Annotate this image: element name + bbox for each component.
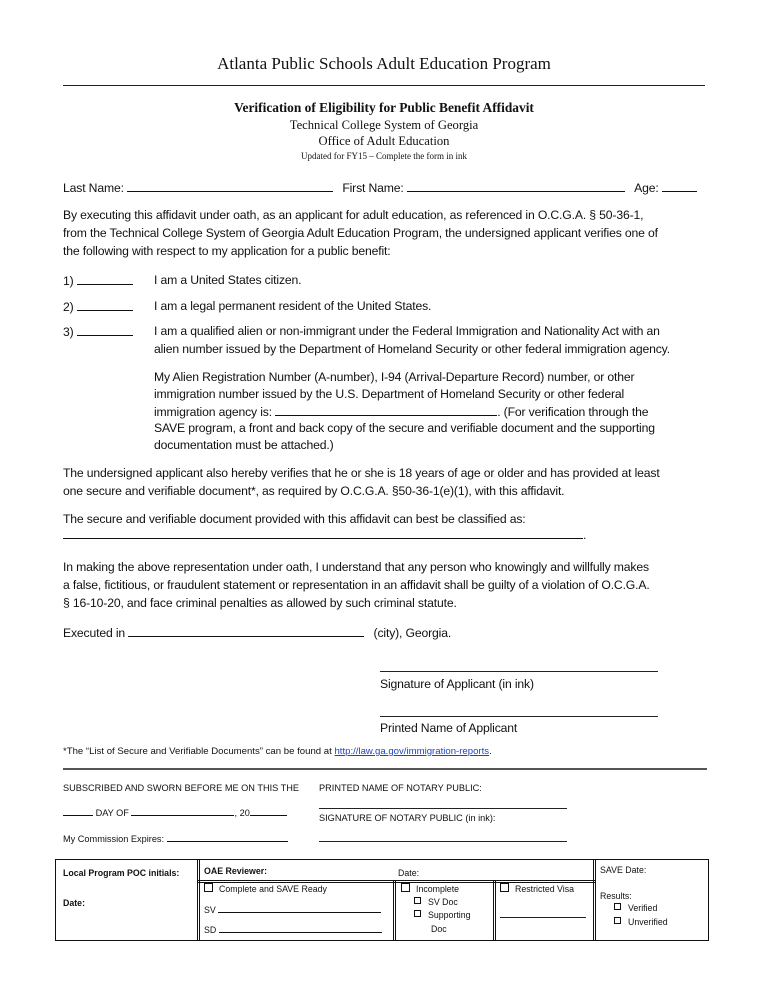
unverified-label: Unverified <box>628 917 668 927</box>
restricted-visa-label: Restricted Visa <box>515 884 574 894</box>
option-2-initial-field[interactable] <box>77 299 133 311</box>
sd-label: SD <box>204 925 217 935</box>
sd-field[interactable] <box>219 924 382 933</box>
notary-printed-name-label: PRINTED NAME OF NOTARY PUBLIC: <box>319 783 482 793</box>
footnote-text: *The “List of Secure and Verifiable Documents” can be found at <box>63 746 332 757</box>
first-name-label: First Name: <box>342 181 404 195</box>
alien-number-field[interactable] <box>275 404 497 416</box>
sv-label: SV <box>204 905 216 915</box>
commission-label: My Commission Expires: <box>63 834 165 844</box>
last-name-field[interactable] <box>127 180 333 192</box>
year-field[interactable] <box>250 806 287 816</box>
year-prefix: , 20 <box>234 808 250 818</box>
penalty-line-3: § 16-10-20, and face criminal penalties as allowed by such criminal statute. <box>63 596 457 610</box>
applicant-signature-line[interactable] <box>380 671 658 672</box>
checkbox-icon <box>204 883 213 892</box>
city-field[interactable] <box>128 625 364 637</box>
age-para-line-2: one secure and verifiable document*, as required by O.C.G.A. §50-36-1(e)(1), with this affidavit. <box>63 484 565 498</box>
sv-doc-option[interactable] <box>414 897 458 907</box>
notary-printed-name-line[interactable] <box>319 808 567 809</box>
applicant-signature-label: Signature of Applicant (in ink) <box>380 677 534 691</box>
option-1-text: I am a United States citizen. <box>154 273 302 287</box>
poc-date-label: Date: <box>63 898 85 908</box>
alien-line-3-end: . (For verification through the <box>497 405 649 419</box>
doc-para-line-1: The secure and verifiable document provided with this affidavit can best be classified as: <box>63 512 526 526</box>
checkbox-icon <box>500 883 509 892</box>
day-of-label: DAY OF <box>95 808 129 818</box>
intro-line-2: from the Technical College System of Georgia Adult Education Program, the undersigned applicant verifies one of <box>63 226 658 240</box>
last-name-label: Last Name: <box>63 181 124 195</box>
footnote <box>63 746 492 757</box>
program-title: Atlanta Public Schools Adult Education Program <box>217 54 551 73</box>
option-number-text: 1) <box>63 274 74 288</box>
notary-signature-label: SIGNATURE OF NOTARY PUBLIC (in ink): <box>319 813 496 823</box>
small-checkbox-icon <box>614 903 621 910</box>
save-date-label: SAVE Date: <box>600 865 647 875</box>
age-para-line-1: The undersigned applicant also hereby verifies that he or she is 18 years of age or older and has provided at least <box>63 466 660 480</box>
option-3-text-line-2: alien number issued by the Department of Homeland Security or other federal immigration agency. <box>154 342 670 356</box>
alien-line-4: SAVE program, a front and back copy of the secure and verifiable document and the supporting <box>154 421 655 435</box>
intro-line-3: the following with respect to my application for a public benefit: <box>63 244 391 258</box>
option-1-initial-field[interactable] <box>77 273 133 285</box>
checkbox-icon <box>401 883 410 892</box>
day-of-line <box>63 806 287 818</box>
org-line-1: Technical College System of Georgia <box>289 118 479 132</box>
subscribed-label: SUBSCRIBED AND SWORN BEFORE ME ON THIS THE <box>63 783 300 793</box>
complete-save-option[interactable] <box>204 883 327 894</box>
option-3-number <box>63 324 133 339</box>
intro-line-1: By executing this affidavit under oath, as an applicant for adult education, as referenced in O.C.G.A. § 50-36-1, <box>63 208 644 222</box>
restricted-visa-option[interactable] <box>500 883 574 894</box>
alien-line-1: My Alien Registration Number (A-number), I-94 (Arrival-Departure Record) number, or other <box>154 370 635 384</box>
sv-line <box>204 904 381 915</box>
results-label: Results: <box>600 891 632 901</box>
immigration-reports-link[interactable]: http://law.ga.gov/immigration-reports <box>334 746 490 757</box>
commission-line <box>63 832 288 844</box>
oae-date-label: Date: <box>398 868 420 878</box>
small-checkbox-icon <box>414 910 421 917</box>
option-number-text: 2) <box>63 300 74 314</box>
sv-field[interactable] <box>218 904 381 913</box>
name-line <box>63 180 697 195</box>
small-checkbox-icon <box>414 897 421 904</box>
age-field[interactable] <box>662 180 697 192</box>
verified-option[interactable] <box>614 903 657 913</box>
notary-signature-line[interactable] <box>319 841 567 842</box>
notary-divider <box>63 768 707 770</box>
age-label: Age: <box>634 181 659 195</box>
option-3-initial-field[interactable] <box>77 324 133 336</box>
day-field[interactable] <box>63 806 93 816</box>
option-1-number <box>63 273 133 288</box>
org-line-2: Office of Adult Education <box>318 134 450 148</box>
alien-line-3 <box>154 404 648 419</box>
unverified-option[interactable] <box>614 917 668 927</box>
option-2-text: I am a legal permanent resident of the United States. <box>154 299 432 313</box>
supporting-doc-option[interactable] <box>414 910 471 920</box>
alien-line-2: immigration number issued by the U.S. Department of Homeland Security or other federal <box>154 387 625 401</box>
form-title: Verification of Eligibility for Public Benefit Affidavit <box>234 100 534 115</box>
sd-line <box>204 924 382 935</box>
poc-initials-label: Local Program POC initials: <box>63 868 180 878</box>
printed-name-line[interactable] <box>380 716 658 717</box>
updated-note: Updated for FY15 – Complete the form in ink <box>301 151 467 161</box>
printed-name-label: Printed Name of Applicant <box>380 721 518 735</box>
executed-suffix: (city), Georgia. <box>373 626 452 640</box>
supporting-doc-label-2: Doc <box>431 924 447 934</box>
executed-line <box>63 625 451 640</box>
option-3-text-line-1: I am a qualified alien or non-immigrant under the Federal Immigration and Nationality Act with an <box>154 324 660 338</box>
penalty-line-2: a false, fictitious, or fraudulent statement or representation in an affidavit shall be guilty of a violation of O.C.G.A. <box>63 578 650 592</box>
doc-class-end: . <box>583 528 587 542</box>
header-divider <box>63 85 705 86</box>
restricted-visa-line[interactable] <box>500 917 586 918</box>
first-name-field[interactable] <box>407 180 625 192</box>
month-field[interactable] <box>131 806 234 816</box>
option-number-text: 3) <box>63 325 74 339</box>
sv-doc-label: SV Doc <box>428 897 458 907</box>
executed-label: Executed in <box>63 626 126 640</box>
supporting-label: Supporting <box>428 910 471 920</box>
alien-line-3-start: immigration agency is: <box>154 405 272 419</box>
option-2-number <box>63 299 133 314</box>
oae-reviewer-label: OAE Reviewer: <box>204 866 268 876</box>
incomplete-label: Incomplete <box>416 884 460 894</box>
penalty-line-1: In making the above representation under oath, I understand that any person who knowingly and willfully makes <box>63 560 649 574</box>
incomplete-option[interactable] <box>401 883 459 894</box>
alien-line-5: documentation must be attached.) <box>154 438 334 452</box>
commission-field[interactable] <box>167 832 288 842</box>
footnote-end: . <box>489 746 492 757</box>
doc-class-field[interactable] <box>63 527 583 539</box>
doc-class-line <box>63 527 586 542</box>
verified-label: Verified <box>628 903 658 913</box>
complete-save-label: Complete and SAVE Ready <box>219 884 327 894</box>
small-checkbox-icon <box>614 917 621 924</box>
